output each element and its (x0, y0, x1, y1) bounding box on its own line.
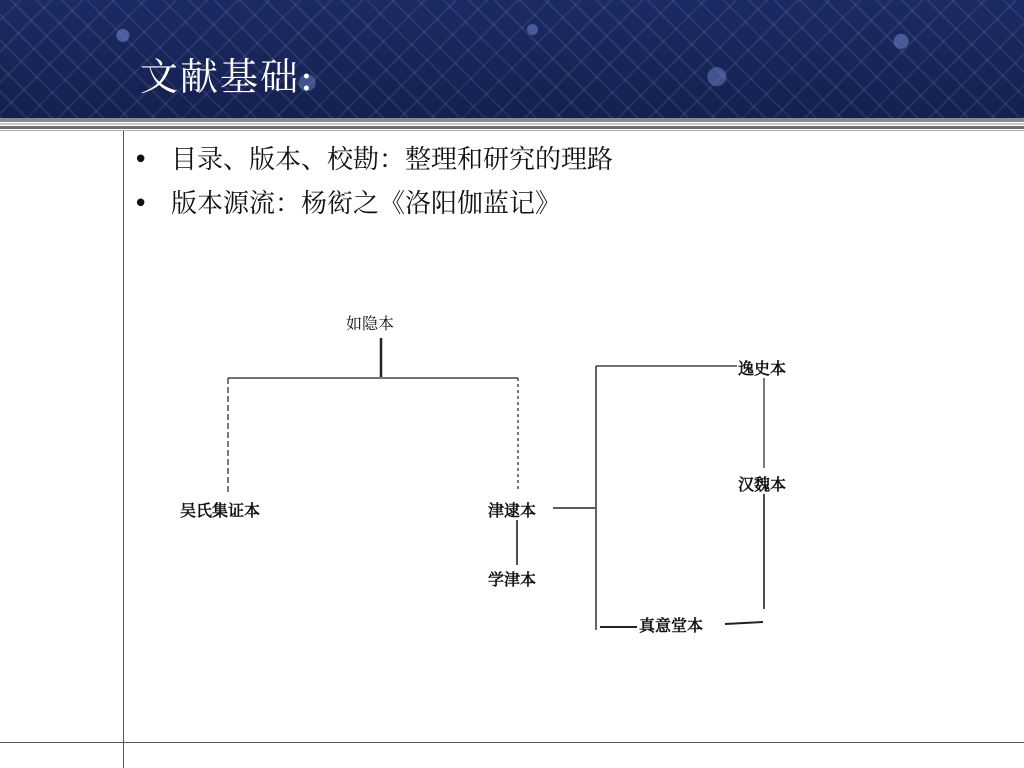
node-jindai: 津逮本 (488, 501, 537, 520)
node-yishi: 逸史本 (738, 359, 787, 378)
node-zhenyi: 真意堂本 (639, 616, 704, 635)
node-ruyin: 如隐本 (346, 314, 395, 333)
bullet-text: 目录、版本、校勘：整理和研究的理路 (171, 145, 614, 175)
bullet-dot: • (133, 145, 149, 175)
slide-title: 文献基础: (140, 55, 315, 99)
bullet-dot: • (133, 189, 149, 219)
bullet-text: 版本源流：杨衒之《洛阳伽蓝记》 (171, 189, 562, 219)
connector-line (725, 622, 763, 624)
node-hanwei: 汉魏本 (738, 475, 787, 494)
node-xuejin: 学津本 (488, 570, 537, 589)
node-wushi: 吴氏集证本 (180, 501, 261, 520)
